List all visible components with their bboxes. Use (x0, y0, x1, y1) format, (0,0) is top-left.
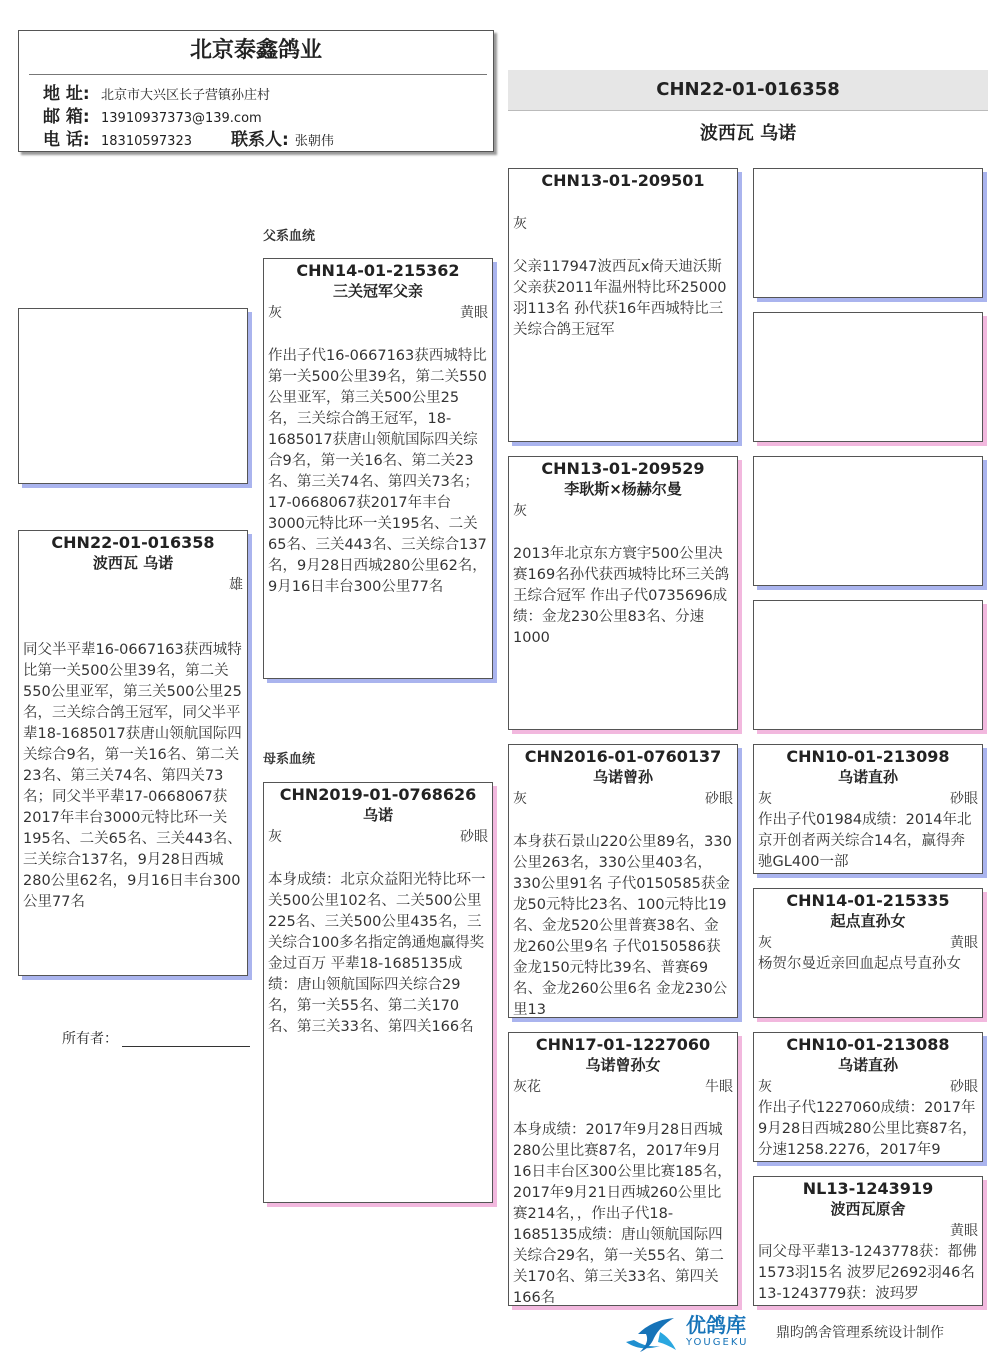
ancestor-empty-1[interactable] (753, 168, 983, 298)
dam-sire-dam-card[interactable] (753, 888, 983, 1018)
dam-dam-eye: 牛眼 (705, 1079, 733, 1095)
dam-dam-card[interactable] (508, 1032, 738, 1306)
sire-eye: 黄眼 (460, 305, 488, 321)
ancestor-empty-2[interactable] (753, 312, 983, 442)
email-value: 13910937373@139.com (101, 111, 262, 126)
loft-header-card (18, 30, 494, 152)
dam-sire-name: 乌诺曾孙 (592, 768, 653, 786)
dam-sire-sire-description: 作出子代01984成绩：2014年北京开创者两关综合14名，赢得奔驰GL400一部 (758, 812, 972, 870)
email-label: 邮 箱: (43, 107, 90, 127)
sire-dam-card[interactable] (508, 456, 738, 730)
dam-sire-sire-eye: 砂眼 (950, 791, 978, 807)
dam-description: 本身成绩：北京众益阳光特比环一关500公里102名、二关500公里225名、三关500公里435名，三关综合100多名指定鸽通炮赢得奖金过百万 平辈18-1685135成绩：唐山领航国际四关综合29名，第一关55名、第二关170名、第三关33名、第四关166名 (268, 872, 486, 1035)
dam-dam-sire-name: 乌诺直孙 (837, 1056, 898, 1074)
owner-line[interactable] (122, 1046, 250, 1047)
dam-sire-dam-description: 杨贺尔曼近亲回血起点号直孙女 (758, 956, 961, 972)
dam-sire-card[interactable] (508, 744, 738, 1018)
dam-dam-color: 灰花 (513, 1079, 541, 1095)
sire-sire-ring: CHN13-01-209501 (541, 171, 705, 190)
dam-sire-sire-card[interactable] (753, 744, 983, 874)
sire-sire-attrs (509, 213, 737, 235)
sire-description: 作出子代16-0667163获西城特比第一关500公里39名，第二关550公里亚军，第三关500公里25名，三关综合鸽王冠军，18-1685017获唐山领航国际四关综合9名，第一关16名、第二关23名、第三关74名、第四关73名；17-0668067获2017年丰台3000元特比环一关195名、二关65名、三关443名、三关综合137名，9月28日西城280公里62名，9月16日丰台300公里77名 (268, 348, 487, 595)
dam-sire-dam-name: 起点直孙女 (830, 912, 906, 930)
dam-dam-name: 乌诺曾孙女 (585, 1056, 661, 1074)
dam-line-label: 母系血统 (263, 752, 316, 767)
dam-dam-sire-attrs (754, 1076, 982, 1098)
dam-eye: 砂眼 (460, 829, 488, 845)
dam-sire-sire-color: 灰 (758, 791, 772, 807)
header-divider (29, 74, 487, 75)
subject-description: 同父半平辈16-0667163获西城特比第一关500公里39名，第二关550公里亚军，第三关500公里25名，三关综合鸽王冠军，同父半平辈18-1685017获唐山领航国际四关综合9名，第一关16名、第二关23名、第三关74名、第四关73名；同父半平辈17-0668067获2017年丰台3000元特比环一关195名、二关65名、三关443名、三关综合137名，9月28日西城280公里62名，9月16日丰台300公里77名 (23, 642, 242, 910)
dam-dam-sire-eye: 砂眼 (950, 1079, 978, 1095)
dam-sire-dam-eye: 黄眼 (950, 935, 978, 951)
dam-sire-ring: CHN2016-01-0760137 (524, 747, 722, 766)
dam-dam-ring: CHN17-01-1227060 (535, 1035, 711, 1054)
loft-name: 北京泰鑫鸽业 (189, 38, 322, 63)
dam-dam-sire-description: 作出子代1227060成绩：2017年9月28日西城280公里比赛87名，分速1258.2276，2017年9 (758, 1100, 977, 1158)
dam-dam-dam-ring: NL13-1243919 (802, 1179, 934, 1198)
dam-sire-sire-name: 乌诺直孙 (837, 768, 898, 786)
owner-field (62, 1028, 250, 1048)
subject-card[interactable] (18, 530, 248, 976)
subject-ring: CHN22-01-016358 (51, 533, 215, 552)
dam-ring: CHN2019-01-0768626 (279, 785, 477, 804)
subject-name: 波西瓦 乌诺 (92, 554, 174, 572)
subject-photo (18, 308, 248, 484)
dam-dam-dam-card[interactable] (753, 1176, 983, 1306)
dam-sire-sire-attrs (754, 788, 982, 810)
address-label: 地 址: (43, 84, 90, 104)
dam-dam-sire-ring: CHN10-01-213088 (786, 1035, 950, 1054)
pedigree-banner (508, 70, 988, 111)
contact-info (43, 83, 334, 152)
banner-ring-number: CHN22-01-016358 (656, 79, 840, 100)
dam-sire-attrs (509, 788, 737, 810)
dam-attrs (264, 826, 492, 848)
banner-bird-name: 波西瓦 乌诺 (699, 123, 797, 144)
brand-name-en: YOUGEKU (686, 1337, 749, 1348)
dam-sire-dam-attrs (754, 932, 982, 954)
yougeku-logo-icon (620, 1312, 682, 1358)
subject-attrs (19, 574, 247, 596)
owner-label: 所有者： (62, 1031, 118, 1047)
sire-dam-ring: CHN13-01-209529 (541, 459, 705, 478)
dam-dam-dam-attrs (754, 1220, 982, 1242)
sire-attrs (264, 302, 492, 324)
sire-line-label: 父系血统 (263, 229, 316, 244)
dam-dam-sire-color: 灰 (758, 1079, 772, 1095)
contact-label: 联系人: (231, 130, 289, 150)
sire-sire-description: 父亲117947波西瓦x倚天迪沃斯 父亲获2011年温州特比环25000羽113名 孙代获16年西城特比三关综合鸽王冠军 (513, 259, 727, 338)
contact-value: 张朝伟 (294, 134, 334, 149)
dam-name: 乌诺 (362, 806, 393, 824)
dam-sire-description: 本身获石景山220公里89名，330公里263名，330公里403名，330公里91名 子代0150585获金龙50元特比23名、100元特比19名、金龙520公里普赛38名、金龙260公里9名 子代0150586获金龙150元特比39名、普赛69名、金龙260公里6名 金龙230公里13 (513, 834, 732, 1018)
dam-dam-dam-description: 同父母平辈13-1243778获：都佛1573羽15名 波罗尼2692羽46名 13-1243779获：波玛罗 (758, 1244, 977, 1302)
footer (620, 1312, 1000, 1358)
dam-sire-color: 灰 (513, 791, 527, 807)
sire-color: 灰 (268, 305, 282, 321)
dam-sire-dam-ring: CHN14-01-215335 (786, 891, 950, 910)
ancestor-empty-3[interactable] (753, 456, 983, 586)
phone-label: 电 话: (43, 130, 90, 150)
sire-ring: CHN14-01-215362 (296, 261, 460, 280)
sire-dam-description: 2013年北京东方寰宇500公里决赛169名孙代获西城特比环三关鸽王综合冠军 作出子代0735696成绩：金龙230公里83名、分速1000 (513, 546, 730, 646)
phone-value: 18310597323 (101, 134, 192, 149)
dam-dam-dam-name: 波西瓦原舍 (830, 1200, 906, 1218)
sire-name: 三关冠军父亲 (332, 282, 423, 300)
subject-sex: 雄 (229, 577, 243, 593)
dam-dam-description: 本身成绩：2017年9月28日西城280公里比赛87名，2017年9月16日丰台区300公里比赛185名，2017年9月21日西城260公里比赛214名，，作出子代18-1685135成绩：唐山领航国际四关综合29名，第一关55名、第二关170名、第三关33名、第四关166名 (513, 1122, 732, 1306)
dam-sire-dam-color: 灰 (758, 935, 772, 951)
dam-dam-attrs (509, 1076, 737, 1098)
dam-dam-dam-eye: 黄眼 (950, 1223, 978, 1239)
sire-dam-color: 灰 (513, 503, 527, 519)
ancestor-empty-4[interactable] (753, 600, 983, 730)
footer-credit: 鼎昀鸽舍管理系统设计制作 (776, 1325, 944, 1341)
sire-sire-color: 灰 (513, 216, 527, 232)
brand-name: 优鸽库 (686, 1313, 746, 1337)
dam-card[interactable] (263, 782, 493, 1203)
sire-card[interactable] (263, 258, 493, 679)
sire-sire-card[interactable] (508, 168, 738, 442)
dam-dam-sire-card[interactable] (753, 1032, 983, 1162)
footer-brand (686, 1314, 748, 1350)
dam-color: 灰 (268, 829, 282, 845)
dam-sire-eye: 砂眼 (705, 791, 733, 807)
sire-dam-name: 李耿斯×杨赫尔曼 (564, 480, 682, 498)
address-value: 北京市大兴区长子营镇孙庄村 (101, 88, 271, 103)
sire-dam-attrs (509, 500, 737, 522)
dam-sire-sire-ring: CHN10-01-213098 (786, 747, 950, 766)
